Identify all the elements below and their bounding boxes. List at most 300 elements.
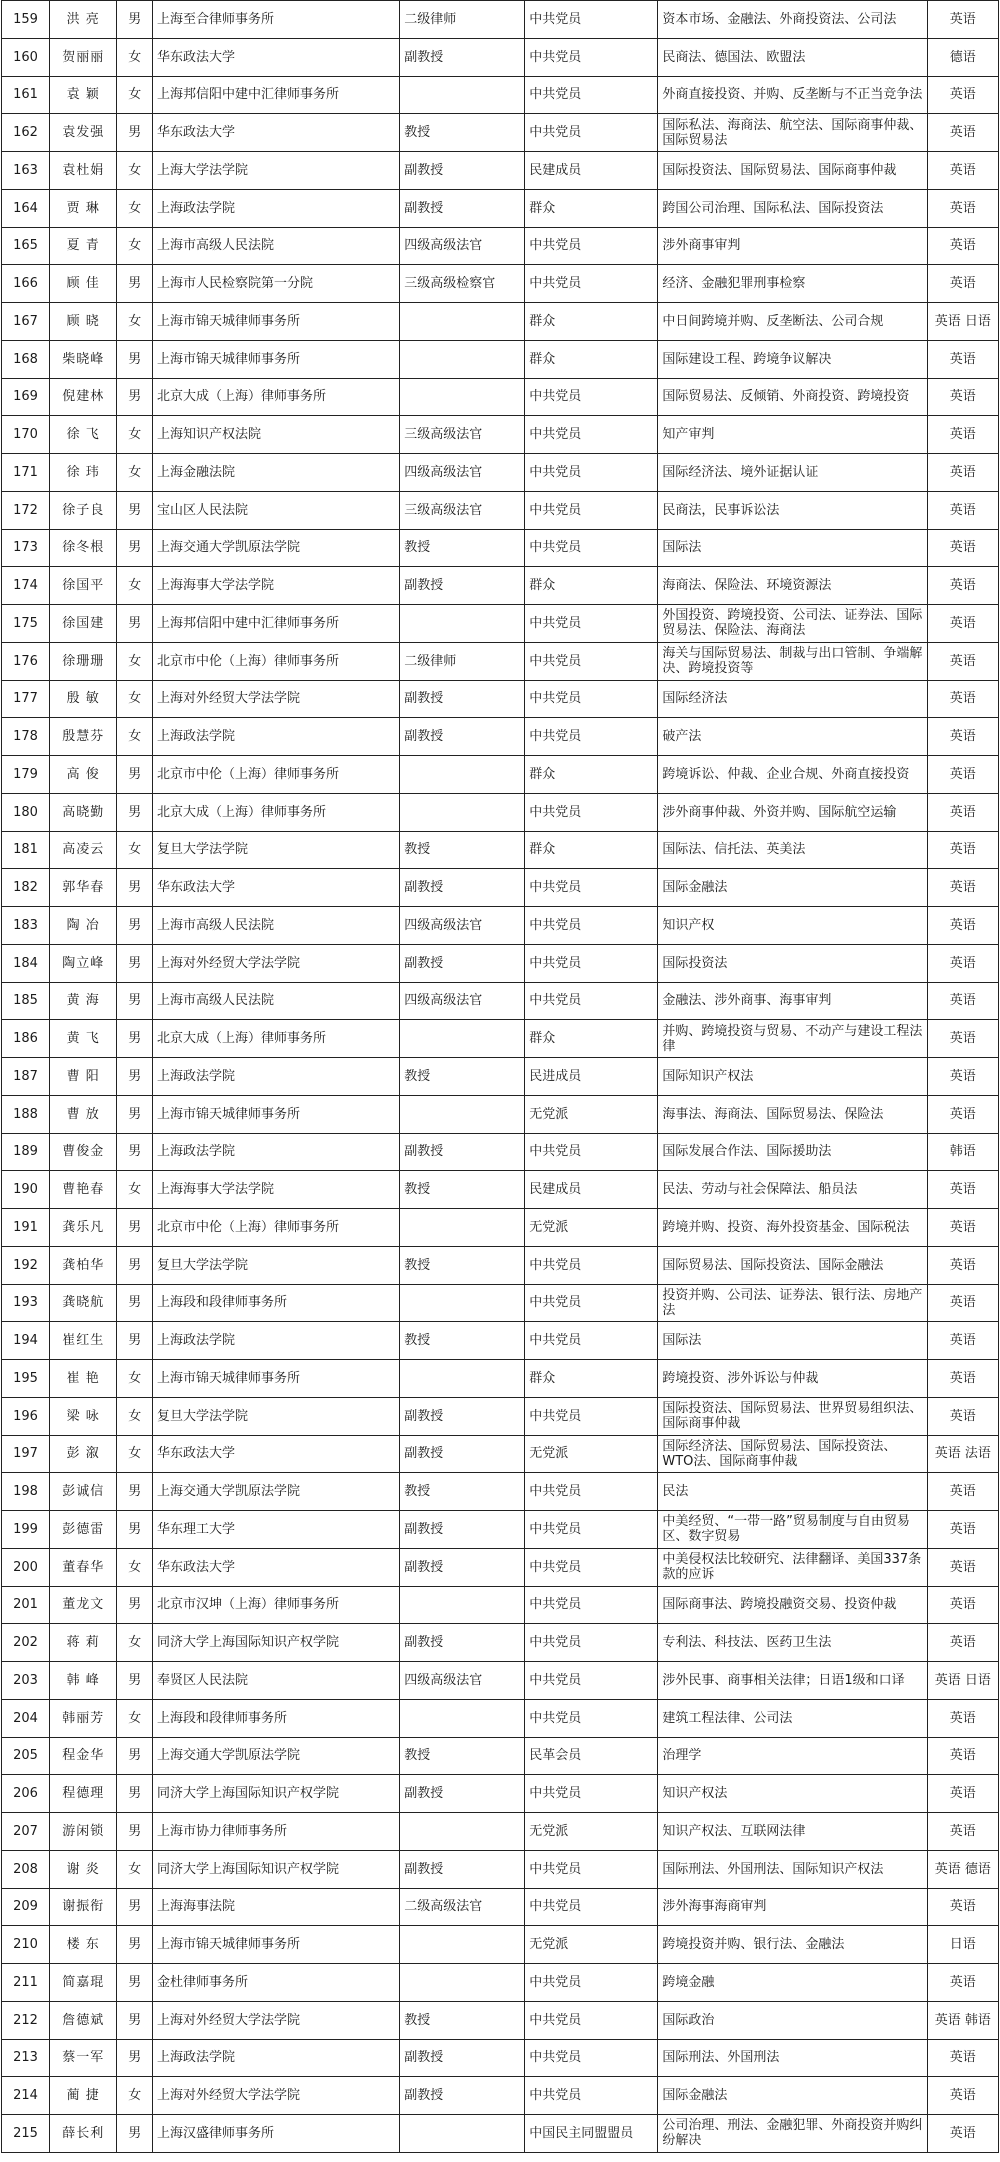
- foreign-language-cell: 英语: [927, 378, 998, 416]
- row-number-cell: 202: [2, 1624, 50, 1662]
- table-row: [2, 1662, 999, 1700]
- expertise-field-cell: 国际金融法: [658, 2077, 927, 2115]
- organization-cell: 北京市汉坤（上海）律师事务所: [153, 1586, 400, 1624]
- row-number-cell: 215: [2, 2115, 50, 2153]
- political-affiliation-cell: 中共党员: [525, 227, 658, 265]
- foreign-language-cell: 英语: [927, 491, 998, 529]
- organization-cell: 上海对外经贸大学法学院: [153, 680, 400, 718]
- professional-title-cell: 二级律师: [400, 642, 525, 680]
- row-number-cell: 199: [2, 1511, 50, 1549]
- roster-body: [2, 1, 999, 2153]
- political-affiliation-cell: 中共党员: [525, 38, 658, 76]
- row-number-cell: 175: [2, 605, 50, 643]
- table-row: [2, 265, 999, 303]
- row-number-cell: 162: [2, 114, 50, 152]
- row-number-cell: 172: [2, 491, 50, 529]
- gender-cell: 男: [117, 1813, 153, 1851]
- organization-cell: 上海市锦天城律师事务所: [153, 1360, 400, 1398]
- person-name-cell: 洪 亮: [50, 1, 117, 39]
- foreign-language-cell: 英语: [927, 1284, 998, 1322]
- person-name-cell: 董龙文: [50, 1586, 117, 1624]
- political-affiliation-cell: 中共党员: [525, 1322, 658, 1360]
- row-number-cell: 173: [2, 529, 50, 567]
- foreign-language-cell: 日语: [927, 1926, 998, 1964]
- political-affiliation-cell: 中共党员: [525, 1133, 658, 1171]
- row-number-cell: 214: [2, 2077, 50, 2115]
- expertise-field-cell: 国际刑法、外国刑法: [658, 2039, 927, 2077]
- expertise-field-cell: 外国投资、跨境投资、公司法、证券法、国际贸易法、保险法、海商法: [658, 605, 927, 643]
- person-name-cell: 韩丽芳: [50, 1699, 117, 1737]
- gender-cell: 男: [117, 529, 153, 567]
- political-affiliation-cell: 中共党员: [525, 869, 658, 907]
- organization-cell: 上海市高级人民法院: [153, 907, 400, 945]
- person-name-cell: 楼 东: [50, 1926, 117, 1964]
- professional-title-cell: 副教授: [400, 1435, 525, 1473]
- gender-cell: 男: [117, 1209, 153, 1247]
- row-number-cell: 204: [2, 1699, 50, 1737]
- expertise-field-cell: 国际贸易法、国际投资法、国际金融法: [658, 1246, 927, 1284]
- professional-title-cell: [400, 1284, 525, 1322]
- table-row: [2, 718, 999, 756]
- foreign-language-cell: 德语: [927, 38, 998, 76]
- foreign-language-cell: 英语: [927, 152, 998, 190]
- person-name-cell: 殷 敏: [50, 680, 117, 718]
- expertise-field-cell: 知识产权法、互联网法律: [658, 1813, 927, 1851]
- row-number-cell: 159: [2, 1, 50, 39]
- expertise-field-cell: 民法、劳动与社会保障法、船员法: [658, 1171, 927, 1209]
- row-number-cell: 170: [2, 416, 50, 454]
- foreign-language-cell: 英语: [927, 2077, 998, 2115]
- expert-roster-table: [1, 0, 999, 2153]
- organization-cell: 上海市锦天城律师事务所: [153, 1095, 400, 1133]
- gender-cell: 男: [117, 114, 153, 152]
- expertise-field-cell: 国际法: [658, 1322, 927, 1360]
- gender-cell: 男: [117, 1246, 153, 1284]
- foreign-language-cell: 英语: [927, 1888, 998, 1926]
- foreign-language-cell: 英语: [927, 416, 998, 454]
- political-affiliation-cell: 中共党员: [525, 605, 658, 643]
- political-affiliation-cell: 中共党员: [525, 982, 658, 1020]
- table-row: [2, 1058, 999, 1096]
- professional-title-cell: [400, 340, 525, 378]
- organization-cell: 上海大学法学院: [153, 152, 400, 190]
- gender-cell: 男: [117, 1020, 153, 1058]
- person-name-cell: 彭诚信: [50, 1473, 117, 1511]
- foreign-language-cell: 英语: [927, 1775, 998, 1813]
- expertise-field-cell: 跨境投资、涉外诉讼与仲裁: [658, 1360, 927, 1398]
- professional-title-cell: 副教授: [400, 1511, 525, 1549]
- table-row: [2, 1171, 999, 1209]
- political-affiliation-cell: 群众: [525, 567, 658, 605]
- professional-title-cell: 教授: [400, 1246, 525, 1284]
- professional-title-cell: 副教授: [400, 1548, 525, 1586]
- professional-title-cell: [400, 1926, 525, 1964]
- table-row: [2, 1209, 999, 1247]
- foreign-language-cell: 英语: [927, 907, 998, 945]
- expertise-field-cell: 跨国公司治理、国际私法、国际投资法: [658, 189, 927, 227]
- political-affiliation-cell: 中共党员: [525, 793, 658, 831]
- row-number-cell: 195: [2, 1360, 50, 1398]
- organization-cell: 上海政法学院: [153, 2039, 400, 2077]
- table-row: [2, 793, 999, 831]
- gender-cell: 男: [117, 1058, 153, 1096]
- person-name-cell: 徐冬根: [50, 529, 117, 567]
- expertise-field-cell: 国际投资法、国际贸易法、国际商事仲裁: [658, 152, 927, 190]
- row-number-cell: 160: [2, 38, 50, 76]
- political-affiliation-cell: 中共党员: [525, 114, 658, 152]
- table-row: [2, 1435, 999, 1473]
- organization-cell: 上海海事法院: [153, 1888, 400, 1926]
- professional-title-cell: 二级律师: [400, 1, 525, 39]
- person-name-cell: 曹俊金: [50, 1133, 117, 1171]
- expertise-field-cell: 建筑工程法律、公司法: [658, 1699, 927, 1737]
- person-name-cell: 梁 咏: [50, 1397, 117, 1435]
- table-row: [2, 416, 999, 454]
- table-row: [2, 38, 999, 76]
- row-number-cell: 203: [2, 1662, 50, 1700]
- person-name-cell: 曹 阳: [50, 1058, 117, 1096]
- organization-cell: 上海交通大学凯原法学院: [153, 1737, 400, 1775]
- row-number-cell: 206: [2, 1775, 50, 1813]
- person-name-cell: 谢 炎: [50, 1850, 117, 1888]
- table-row: [2, 227, 999, 265]
- professional-title-cell: 四级高级法官: [400, 907, 525, 945]
- row-number-cell: 198: [2, 1473, 50, 1511]
- table-row: [2, 1246, 999, 1284]
- expertise-field-cell: 海关与国际贸易法、制裁与出口管制、争端解决、跨境投资等: [658, 642, 927, 680]
- gender-cell: 男: [117, 605, 153, 643]
- table-row: [2, 756, 999, 794]
- row-number-cell: 167: [2, 303, 50, 341]
- foreign-language-cell: 英语: [927, 227, 998, 265]
- expertise-field-cell: 国际发展合作法、国际援助法: [658, 1133, 927, 1171]
- person-name-cell: 黄 飞: [50, 1020, 117, 1058]
- foreign-language-cell: 英语: [927, 76, 998, 114]
- expertise-field-cell: 知识产权法: [658, 1775, 927, 1813]
- foreign-language-cell: 英语: [927, 1246, 998, 1284]
- foreign-language-cell: 英语: [927, 1058, 998, 1096]
- professional-title-cell: 三级高级法官: [400, 416, 525, 454]
- gender-cell: 女: [117, 718, 153, 756]
- table-row: [2, 1926, 999, 1964]
- expertise-field-cell: 国际知识产权法: [658, 1058, 927, 1096]
- professional-title-cell: [400, 1964, 525, 2002]
- foreign-language-cell: 英语: [927, 2039, 998, 2077]
- foreign-language-cell: 英语: [927, 1511, 998, 1549]
- professional-title-cell: 教授: [400, 831, 525, 869]
- gender-cell: 女: [117, 1171, 153, 1209]
- foreign-language-cell: 韩语: [927, 1133, 998, 1171]
- row-number-cell: 164: [2, 189, 50, 227]
- row-number-cell: 187: [2, 1058, 50, 1096]
- table-row: [2, 869, 999, 907]
- foreign-language-cell: 英语: [927, 189, 998, 227]
- professional-title-cell: 教授: [400, 1058, 525, 1096]
- gender-cell: 男: [117, 1473, 153, 1511]
- person-name-cell: 龚晓航: [50, 1284, 117, 1322]
- foreign-language-cell: 英语: [927, 1964, 998, 2002]
- organization-cell: 同济大学上海国际知识产权学院: [153, 1624, 400, 1662]
- gender-cell: 男: [117, 2001, 153, 2039]
- political-affiliation-cell: 群众: [525, 1360, 658, 1398]
- person-name-cell: 崔红生: [50, 1322, 117, 1360]
- organization-cell: 华东政法大学: [153, 1548, 400, 1586]
- row-number-cell: 209: [2, 1888, 50, 1926]
- professional-title-cell: 教授: [400, 529, 525, 567]
- expertise-field-cell: 涉外海事海商审判: [658, 1888, 927, 1926]
- organization-cell: 上海政法学院: [153, 189, 400, 227]
- person-name-cell: 贾 琳: [50, 189, 117, 227]
- foreign-language-cell: 英语 法语: [927, 1435, 998, 1473]
- political-affiliation-cell: 群众: [525, 831, 658, 869]
- political-affiliation-cell: 无党派: [525, 1095, 658, 1133]
- professional-title-cell: 三级高级法官: [400, 491, 525, 529]
- foreign-language-cell: 英语: [927, 1095, 998, 1133]
- row-number-cell: 166: [2, 265, 50, 303]
- gender-cell: 女: [117, 2077, 153, 2115]
- gender-cell: 男: [117, 1, 153, 39]
- professional-title-cell: 副教授: [400, 189, 525, 227]
- foreign-language-cell: 英语: [927, 2115, 998, 2153]
- gender-cell: 男: [117, 907, 153, 945]
- organization-cell: 北京市中伦（上海）律师事务所: [153, 756, 400, 794]
- gender-cell: 男: [117, 340, 153, 378]
- person-name-cell: 徐国建: [50, 605, 117, 643]
- expertise-field-cell: 跨境金融: [658, 1964, 927, 2002]
- row-number-cell: 177: [2, 680, 50, 718]
- row-number-cell: 212: [2, 2001, 50, 2039]
- gender-cell: 男: [117, 1511, 153, 1549]
- table-row: [2, 982, 999, 1020]
- gender-cell: 女: [117, 642, 153, 680]
- row-number-cell: 207: [2, 1813, 50, 1851]
- gender-cell: 男: [117, 1926, 153, 1964]
- organization-cell: 同济大学上海国际知识产权学院: [153, 1775, 400, 1813]
- table-row: [2, 1511, 999, 1549]
- row-number-cell: 189: [2, 1133, 50, 1171]
- foreign-language-cell: 英语: [927, 680, 998, 718]
- table-row: [2, 944, 999, 982]
- row-number-cell: 200: [2, 1548, 50, 1586]
- political-affiliation-cell: 中共党员: [525, 1511, 658, 1549]
- professional-title-cell: 教授: [400, 1322, 525, 1360]
- foreign-language-cell: 英语 韩语: [927, 2001, 998, 2039]
- gender-cell: 男: [117, 1662, 153, 1700]
- table-row: [2, 680, 999, 718]
- expertise-field-cell: 中美经贸、“一带一路”贸易制度与自由贸易区、数字贸易: [658, 1511, 927, 1549]
- table-row: [2, 1775, 999, 1813]
- gender-cell: 男: [117, 1737, 153, 1775]
- organization-cell: 上海交通大学凯原法学院: [153, 1473, 400, 1511]
- table-row: [2, 605, 999, 643]
- table-row: [2, 1964, 999, 2002]
- row-number-cell: 186: [2, 1020, 50, 1058]
- person-name-cell: 谢振衔: [50, 1888, 117, 1926]
- gender-cell: 男: [117, 1775, 153, 1813]
- expertise-field-cell: 经济、金融犯罪刑事检察: [658, 265, 927, 303]
- table-row: [2, 2039, 999, 2077]
- person-name-cell: 徐珊珊: [50, 642, 117, 680]
- organization-cell: 上海市锦天城律师事务所: [153, 303, 400, 341]
- expertise-field-cell: 涉外商事仲裁、外资并购、国际航空运输: [658, 793, 927, 831]
- professional-title-cell: 二级高级法官: [400, 1888, 525, 1926]
- table-row: [2, 76, 999, 114]
- organization-cell: 上海对外经贸大学法学院: [153, 944, 400, 982]
- organization-cell: 上海市锦天城律师事务所: [153, 1926, 400, 1964]
- person-name-cell: 蔺 捷: [50, 2077, 117, 2115]
- gender-cell: 男: [117, 756, 153, 794]
- expertise-field-cell: 涉外民事、商事相关法律；日语1级和口译: [658, 1662, 927, 1700]
- person-name-cell: 陶立峰: [50, 944, 117, 982]
- row-number-cell: 205: [2, 1737, 50, 1775]
- political-affiliation-cell: 中共党员: [525, 454, 658, 492]
- professional-title-cell: [400, 76, 525, 114]
- table-row: [2, 2001, 999, 2039]
- expertise-field-cell: 资本市场、金融法、外商投资法、公司法: [658, 1, 927, 39]
- foreign-language-cell: 英语: [927, 605, 998, 643]
- person-name-cell: 薛长利: [50, 2115, 117, 2153]
- row-number-cell: 208: [2, 1850, 50, 1888]
- expertise-field-cell: 国际法: [658, 529, 927, 567]
- political-affiliation-cell: 中共党员: [525, 491, 658, 529]
- row-number-cell: 184: [2, 944, 50, 982]
- organization-cell: 华东政法大学: [153, 114, 400, 152]
- professional-title-cell: 副教授: [400, 944, 525, 982]
- organization-cell: 复旦大学法学院: [153, 831, 400, 869]
- person-name-cell: 龚乐凡: [50, 1209, 117, 1247]
- expertise-field-cell: 国际投资法: [658, 944, 927, 982]
- professional-title-cell: [400, 2115, 525, 2153]
- person-name-cell: 倪建林: [50, 378, 117, 416]
- table-row: [2, 1850, 999, 1888]
- professional-title-cell: 三级高级检察官: [400, 265, 525, 303]
- expertise-field-cell: 投资并购、公司法、证券法、银行法、房地产法: [658, 1284, 927, 1322]
- gender-cell: 女: [117, 831, 153, 869]
- political-affiliation-cell: 中共党员: [525, 2077, 658, 2115]
- row-number-cell: 192: [2, 1246, 50, 1284]
- person-name-cell: 曹 放: [50, 1095, 117, 1133]
- table-row: [2, 1020, 999, 1058]
- row-number-cell: 211: [2, 1964, 50, 2002]
- organization-cell: 上海政法学院: [153, 718, 400, 756]
- gender-cell: 男: [117, 491, 153, 529]
- political-affiliation-cell: 无党派: [525, 1209, 658, 1247]
- row-number-cell: 178: [2, 718, 50, 756]
- person-name-cell: 柴晓峰: [50, 340, 117, 378]
- professional-title-cell: 四级高级法官: [400, 1662, 525, 1700]
- gender-cell: 女: [117, 680, 153, 718]
- foreign-language-cell: 英语: [927, 1813, 998, 1851]
- professional-title-cell: [400, 1699, 525, 1737]
- organization-cell: 复旦大学法学院: [153, 1397, 400, 1435]
- professional-title-cell: [400, 303, 525, 341]
- professional-title-cell: 副教授: [400, 718, 525, 756]
- table-row: [2, 1322, 999, 1360]
- organization-cell: 奉贤区人民法院: [153, 1662, 400, 1700]
- table-row: [2, 1360, 999, 1398]
- organization-cell: 同济大学上海国际知识产权学院: [153, 1850, 400, 1888]
- person-name-cell: 高 俊: [50, 756, 117, 794]
- person-name-cell: 陶 冶: [50, 907, 117, 945]
- table-row: [2, 1586, 999, 1624]
- political-affiliation-cell: 中共党员: [525, 680, 658, 718]
- row-number-cell: 181: [2, 831, 50, 869]
- person-name-cell: 龚柏华: [50, 1246, 117, 1284]
- row-number-cell: 180: [2, 793, 50, 831]
- gender-cell: 男: [117, 1095, 153, 1133]
- table-row: [2, 189, 999, 227]
- organization-cell: 北京市中伦（上海）律师事务所: [153, 1209, 400, 1247]
- gender-cell: 女: [117, 567, 153, 605]
- expertise-field-cell: 国际金融法: [658, 869, 927, 907]
- political-affiliation-cell: 中共党员: [525, 265, 658, 303]
- expertise-field-cell: 中美侵权法比较研究、法律翻译、美国337条款的应诉: [658, 1548, 927, 1586]
- expertise-field-cell: 跨境并购、投资、海外投资基金、国际税法: [658, 1209, 927, 1247]
- table-row: [2, 114, 999, 152]
- organization-cell: 上海市协力律师事务所: [153, 1813, 400, 1851]
- row-number-cell: 179: [2, 756, 50, 794]
- person-name-cell: 徐国平: [50, 567, 117, 605]
- professional-title-cell: 副教授: [400, 567, 525, 605]
- professional-title-cell: [400, 1586, 525, 1624]
- professional-title-cell: 四级高级法官: [400, 227, 525, 265]
- political-affiliation-cell: 中共党员: [525, 1284, 658, 1322]
- table-row: [2, 2077, 999, 2115]
- row-number-cell: 190: [2, 1171, 50, 1209]
- row-number-cell: 165: [2, 227, 50, 265]
- organization-cell: 北京大成（上海）律师事务所: [153, 1020, 400, 1058]
- person-name-cell: 詹德斌: [50, 2001, 117, 2039]
- row-number-cell: 210: [2, 1926, 50, 1964]
- organization-cell: 上海邦信阳中建中汇律师事务所: [153, 605, 400, 643]
- person-name-cell: 崔 艳: [50, 1360, 117, 1398]
- gender-cell: 女: [117, 38, 153, 76]
- professional-title-cell: [400, 605, 525, 643]
- person-name-cell: 殷慧芬: [50, 718, 117, 756]
- foreign-language-cell: 英语: [927, 1360, 998, 1398]
- table-row: [2, 1699, 999, 1737]
- person-name-cell: 简嘉琨: [50, 1964, 117, 2002]
- political-affiliation-cell: 中国民主同盟盟员: [525, 2115, 658, 2153]
- person-name-cell: 徐 玮: [50, 454, 117, 492]
- gender-cell: 女: [117, 303, 153, 341]
- gender-cell: 女: [117, 1548, 153, 1586]
- person-name-cell: 游闲锁: [50, 1813, 117, 1851]
- table-row: [2, 907, 999, 945]
- row-number-cell: 161: [2, 76, 50, 114]
- professional-title-cell: [400, 1209, 525, 1247]
- table-row: [2, 152, 999, 190]
- professional-title-cell: 副教授: [400, 1850, 525, 1888]
- table-row: [2, 340, 999, 378]
- organization-cell: 上海海事大学法学院: [153, 1171, 400, 1209]
- table-row: [2, 1473, 999, 1511]
- professional-title-cell: 副教授: [400, 1624, 525, 1662]
- row-number-cell: 194: [2, 1322, 50, 1360]
- foreign-language-cell: 英语: [927, 1699, 998, 1737]
- row-number-cell: 185: [2, 982, 50, 1020]
- table-row: [2, 1397, 999, 1435]
- professional-title-cell: 四级高级法官: [400, 454, 525, 492]
- foreign-language-cell: 英语: [927, 1322, 998, 1360]
- expertise-field-cell: 金融法、涉外商事、海事审判: [658, 982, 927, 1020]
- expertise-field-cell: 国际投资法、国际贸易法、世界贸易组织法、国际商事仲裁: [658, 1397, 927, 1435]
- person-name-cell: 程德理: [50, 1775, 117, 1813]
- political-affiliation-cell: 中共党员: [525, 1964, 658, 2002]
- gender-cell: 男: [117, 1586, 153, 1624]
- organization-cell: 上海市高级人民法院: [153, 982, 400, 1020]
- gender-cell: 男: [117, 1284, 153, 1322]
